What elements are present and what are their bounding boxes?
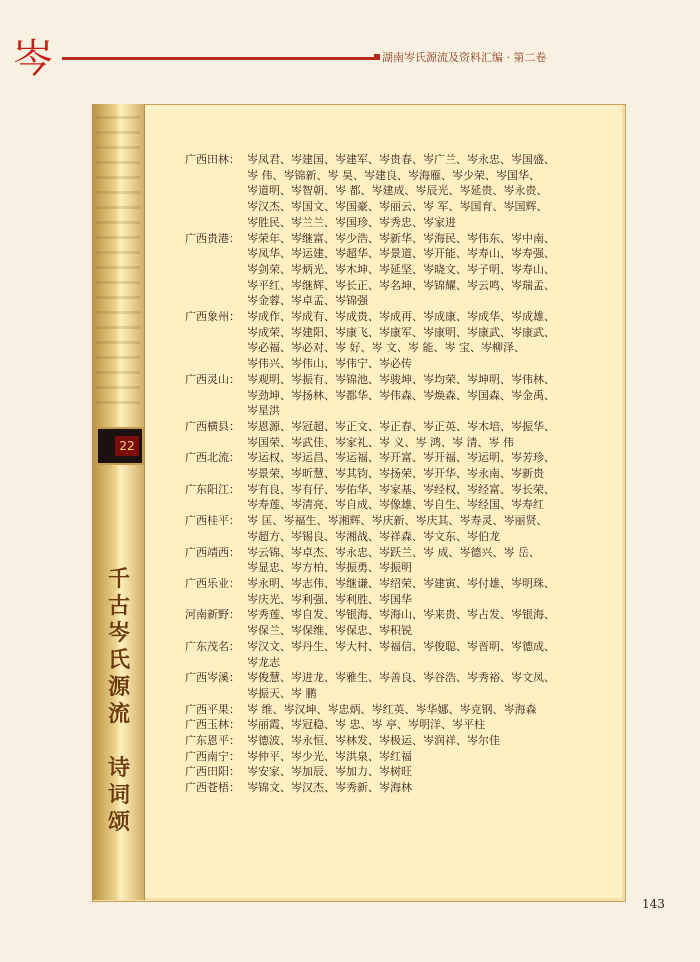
member-names: 岑锦文、岑汉杰、岑秀新、岑海林	[247, 781, 412, 795]
region-label: 广西岑溪：	[185, 671, 240, 685]
region-label: 广西靖西：	[185, 545, 240, 559]
member-names: 岑观明、岑振有、岑锦池、岑骏坤、岑均荣、岑坤明、岑伟林、 岑劲坤、岑扬林、岑都华、岑伟森、岑焕森、岑国森、岑金禹、 岑星洪	[247, 372, 555, 418]
header-bullet-icon	[374, 54, 380, 60]
region-entry	[185, 749, 599, 765]
chapter-badge-number: 22	[115, 436, 139, 456]
region-entry	[185, 717, 599, 733]
region-label: 广西灵山：	[185, 372, 240, 386]
region-label: 广西南宁：	[185, 749, 240, 763]
member-names: 岑凤君、岑建国、岑建军、岑贵春、岑广兰、岑永忠、岑国盛、 岑 伟、岑锦新、岑 昊、岑建良、岑海雁、岑少荣、岑国华、 岑道明、岑智朝、岑 都、岑建成、岑辰光、岑延贵、岑永贵、 岑汉杰、岑国文、岑国豪、岑丽云、岑 军、岑国育、岑国辉、 岑胜民、岑兰兰、岑国珍、岑秀忠、岑家进	[247, 153, 555, 229]
region-entry	[185, 231, 599, 310]
region-label: 广西平果：	[185, 702, 240, 716]
region-entry	[185, 670, 599, 701]
region-entry	[185, 576, 599, 607]
member-names: 岑德波、岑永恒、岑林发、岑极运、岑润祥、岑尔佳	[247, 734, 500, 748]
region-label: 广西横县：	[185, 419, 240, 433]
region-entry	[185, 780, 599, 796]
region-entry	[185, 482, 599, 513]
region-entry	[185, 152, 599, 231]
region-label: 广西玉林：	[185, 718, 240, 732]
region-label: 广东阳江：	[185, 482, 240, 496]
member-names: 岑运权、岑运昌、岑运福、岑开富、岑开福、岑运明、岑芳珍、 岑景荣、岑昕慧、岑其钧、岑扬荣、岑开华、岑永南、岑新贵	[247, 451, 555, 481]
region-label: 广西苍梧：	[185, 781, 240, 795]
member-names: 岑丽霞、岑冠稳、岑 忠、岑 亭、岑明洋、岑平柱	[247, 718, 485, 732]
member-names: 岑秀莲、岑自发、岑银海、岑海山、岑来贵、岑占发、岑银海、 岑保兰、岑保维、岑保忠、岑积锐	[247, 608, 555, 638]
member-names: 岑有良、岑有仔、岑佑华、岑家基、岑经权、岑经富、岑长荣、 岑寿莲、岑清亮、岑自成、岑像雄、岑自生、岑经国、岑寿红	[247, 482, 555, 512]
member-names: 岑云锦、岑卓杰、岑永忠、岑跃兰、岑 成、岑德兴、岑 岳、 岑显忠、岑方柏、岑振勇、岑振明	[247, 545, 540, 575]
clan-logo-character: 岑	[13, 36, 53, 82]
region-entry	[185, 545, 599, 576]
region-label: 广西北流：	[185, 451, 240, 465]
region-entry	[185, 764, 599, 780]
member-names: 岑成作、岑成有、岑成贵、岑成再、岑成康、岑成华、岑成雄、 岑成荣、岑建阳、岑康飞、岑康军、岑康明、岑康武、岑康武、 岑必福、岑必对、岑 好、岑 文、岑 能、岑 宝、岑柳泽、 岑伟兴、岑伟山、岑伟宁、岑必传	[247, 310, 555, 371]
region-entry	[185, 639, 599, 670]
vertical-book-title: 千 古 岑 氏 源 流 诗 词 颂	[107, 566, 130, 835]
region-entry	[185, 309, 599, 372]
region-entry	[185, 450, 599, 481]
member-names: 岑安家、岑加辰、岑加力、岑树旺	[247, 765, 412, 779]
region-label: 广东恩平：	[185, 734, 240, 748]
member-names: 岑汉文、岑丹生、岑大村、岑福信、岑俊聪、岑晋明、岑德成、 岑龙志	[247, 639, 555, 669]
member-names: 岑荣年、岑继富、岑少浩、岑新华、岑海民、岑伟东、岑中南、 岑凤华、岑运建、岑超华、岑景道、岑开能、岑寿山、岑寿强、 岑剑荣、岑炳光、岑木坤、岑延坚、岑晓文、岑子明、岑寿山、 岑平红、岑继辉、岑长正、岑名坤、岑锦耀、岑云鸣、岑瑞孟、 岑金蓉、岑卓孟、岑锦强	[247, 231, 555, 308]
page-number: 143	[642, 897, 665, 911]
region-entry	[185, 372, 599, 419]
region-label: 广西乐业：	[185, 576, 240, 590]
region-label: 广东茂名：	[185, 639, 240, 653]
member-names: 岑俊慧、岑进龙、岑雅生、岑善良、岑谷浩、岑秀裕、岑文凤、 岑振天、岑 鹏	[247, 671, 555, 700]
region-entry	[185, 733, 599, 749]
member-names: 岑 匡、岑福生、岑湘辉、岑庆新、岑庆其、岑寿灵、岑丽贤、 岑超方、岑锡良、岑湘战、岑祥森、岑文东、岑伯龙	[247, 514, 548, 543]
member-names: 岑仲平、岑少光、岑洪泉、岑红福	[247, 749, 412, 763]
region-label: 广西田阳：	[185, 765, 240, 779]
member-names: 岑永明、岑志伟、岑继谦、岑绍荣、岑建寅、岑付雄、岑明珠、 岑庆光、岑利强、岑利胜、岑国华	[247, 576, 555, 606]
header-title: 湖南岑氏源流及资料汇编 · 第二卷	[382, 51, 547, 64]
region-label: 广西桂平：	[185, 514, 240, 528]
region-entry	[185, 419, 599, 450]
region-entry	[185, 513, 599, 544]
region-label: 广西田林：	[185, 153, 240, 166]
region-label: 广西贵港：	[185, 231, 240, 245]
region-label: 广西象州：	[185, 310, 240, 324]
region-entry	[185, 702, 599, 718]
chapter-badge	[96, 427, 144, 465]
region-entry	[185, 607, 599, 638]
header-rule	[62, 57, 374, 60]
member-names: 岑 维、岑汉坤、岑忠炳、岑红英、岑华娜、岑克钢、岑海森	[247, 702, 537, 716]
region-label: 河南新野：	[185, 608, 240, 622]
meander-pattern-icon	[96, 116, 140, 416]
member-names: 岑恩源、岑冠超、岑正文、岑正春、岑正英、岑木培、岑振华、 岑国荣、岑武佳、岑家礼、岑 义、岑 鸿、岑 清、岑 伟	[247, 419, 555, 449]
name-list	[185, 152, 599, 842]
